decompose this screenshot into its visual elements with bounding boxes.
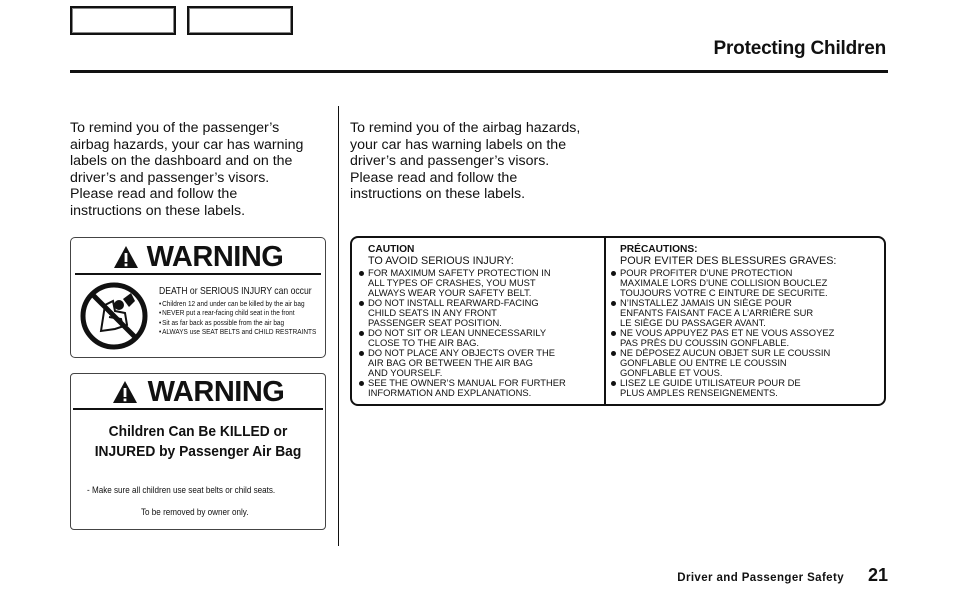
footer-section-title: Driver and Passenger Safety — [677, 572, 844, 584]
list-item: DO NOT PLACE ANY OBJECTS OVER THE AIR BAG OR BETWEEN THE AIR BAG AND YOURSELF. — [368, 348, 600, 377]
caution-list — [368, 268, 600, 398]
warning-note: - Make sure all children use seat belts or child seats. — [87, 485, 276, 495]
precautions-subheading: POUR EVITER DES BLESSURES GRAVES: — [620, 255, 837, 267]
list-item: NE DÉPOSEZ AUCUN OBJET SUR LE COUSSIN GONFLABLE OU ENTRE LE COUSSIN GONFLABLE ET VOUS. — [620, 348, 880, 377]
list-item: DO NOT INSTALL REARWARD-FACING CHILD SEATS IN ANY FRONT PASSENGER SEAT POSITION. — [368, 298, 600, 327]
caution-heading: CAUTION — [368, 244, 415, 255]
removal-note: To be removed by owner only. — [141, 507, 249, 517]
left-column — [70, 120, 332, 220]
warning-header — [75, 241, 321, 275]
caution-french — [620, 244, 880, 398]
precautions-heading: PRÉCAUTIONS: — [620, 244, 698, 255]
warning-triangle-icon — [112, 380, 138, 404]
precautions-list — [620, 268, 880, 398]
warning-headline: Children Can Be KILLED or INJURED by Passenger Air Bag — [94, 423, 302, 460]
visor-warning-label — [70, 373, 326, 530]
caution-divider — [604, 238, 606, 404]
list-item: FOR MAXIMUM SAFETY PROTECTION IN ALL TYPES OF CRASHES, YOU MUST ALWAYS WEAR YOUR SAFETY BELT. — [368, 268, 600, 297]
list-item: • NEVER put a rear-facing child seat in the front — [159, 308, 316, 317]
right-column — [350, 120, 612, 203]
list-item: N’INSTALLEZ JAMAIS UN SIÈGE POUR ENFANTS FAISANT FACE A L’ARRIÈRE SUR LE SIÈGE DU PASSAGER AVANT. — [620, 298, 880, 327]
warning-bullets — [159, 299, 344, 337]
list-item: DO NOT SIT OR LEAN UNNECESSARILY CLOSE TO THE AIR BAG. — [368, 328, 600, 348]
warning-heading: WARNING — [147, 375, 285, 408]
list-item: • Sit as far back as possible from the air bag — [159, 318, 316, 327]
warning-header — [73, 376, 323, 410]
warning-heading: WARNING — [146, 240, 284, 273]
caution-english — [368, 244, 600, 398]
dashboard-warning-label — [70, 237, 326, 358]
page-title: Protecting Children — [713, 38, 886, 59]
list-item: POUR PROFITER D’UNE PROTECTION MAXIMALE LORS D’UNE COLLISION BOUCLEZ TOUJOURS VOTRE C EINTURE DE SECURITE. — [620, 268, 880, 297]
page-number: 21 — [867, 565, 888, 585]
left-paragraph: To remind you of the passenger’s airbag hazards, your car has warning labels on the dashboard and on the driver’s and passenger’s visors. Please read and follow the instructions on these labels. — [70, 120, 304, 219]
warning-lead: DEATH or SERIOUS INJURY can occur — [159, 285, 312, 297]
warning-triangle-icon — [113, 245, 139, 269]
caution-label — [350, 236, 886, 406]
nav-tab-next[interactable] — [187, 6, 293, 35]
list-item: • Children 12 and under can be killed by the air bag — [159, 299, 316, 308]
no-child-seat-icon — [79, 281, 149, 351]
caution-subheading: TO AVOID SERIOUS INJURY: — [368, 255, 514, 267]
list-item: SEE THE OWNER’S MANUAL FOR FURTHER INFORMATION AND EXPLANATIONS. — [368, 378, 600, 398]
right-paragraph: To remind you of the airbag hazards, your car has warning labels on the driver’s and passenger’s visors. Please read and follow the instructions on these labels. — [350, 120, 581, 203]
list-item: LISEZ LE GUIDE UTILISATEUR POUR DE PLUS AMPLES RENSEIGNEMENTS. — [620, 378, 880, 398]
list-item: NE VOUS APPUYEZ PAS ET NE VOUS ASSOYEZ PAS PRÈS DU COUSSIN GONFLABLE. — [620, 328, 880, 348]
title-rule — [70, 70, 888, 73]
list-item: • ALWAYS use SEAT BELTS and CHILD RESTRAINTS — [159, 327, 316, 336]
nav-tab-previous[interactable] — [70, 6, 176, 35]
